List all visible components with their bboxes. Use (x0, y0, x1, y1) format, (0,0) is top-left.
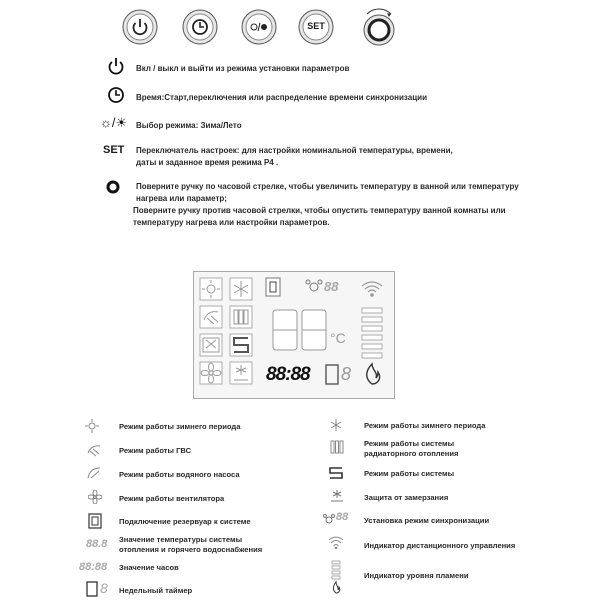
knob-icon (106, 180, 120, 199)
temperature-digits-icon: 88.8 (86, 538, 108, 550)
legend-clock-value: Значение часов (119, 563, 179, 572)
legend-radiator-mode-2: радиаторного отопления (364, 449, 459, 458)
power-button[interactable] (122, 9, 158, 45)
lcd-temperature-unit: °C (330, 330, 346, 346)
frost-icon (330, 489, 344, 508)
lcd-clock-digits: 88:88 (266, 364, 310, 385)
winter-summer-icon: ☼/☀ (100, 115, 128, 130)
legend-freeze-protection: Защита от замерзания (364, 493, 449, 502)
mode-description: Выбор режима: Зима/Лето (136, 121, 242, 130)
sun-icon (84, 418, 100, 439)
fan-icon (88, 490, 102, 509)
sync-digits: 88 (336, 511, 349, 523)
sync-icon (323, 512, 335, 530)
mode-button[interactable] (241, 9, 277, 45)
clock-digits-icon: 88:88 (79, 561, 108, 573)
knob-description-4: температуру нагрева или настройки параметров. (133, 218, 330, 227)
legend-pump-mode: Режим работы водяного насоса (119, 470, 240, 479)
lcd-small-digits: 88 (324, 279, 339, 294)
pump-icon (86, 466, 102, 485)
legend-radiator-mode-1: Режим работы системы (364, 439, 455, 448)
set-button-label: SET (307, 21, 325, 31)
knob-description-1: Поверните ручку по часовой стрелке, чтобы увеличить температуру в ванной или температуру (136, 182, 519, 191)
power-description: Вкл / выкл и выйти из режима установки параметров (136, 64, 350, 73)
legend-fan-mode: Режим работы вентилятора (119, 494, 225, 503)
snowflake-icon (329, 418, 343, 437)
legend-temperature-value-2: отопления и горячего водоснабжения (119, 545, 263, 554)
lcd-panel (193, 271, 395, 399)
set-symbol: SET (103, 144, 125, 156)
legend-winter-mode-2: Режим работы зимнего периода (364, 421, 486, 430)
set-button[interactable] (298, 9, 334, 45)
clock-button[interactable] (182, 9, 218, 45)
radiator-icon (330, 440, 344, 459)
legend-remote-indicator: Индикатор дистанционного управления (364, 541, 516, 550)
legend-dhw-mode: Режим работы ГВС (119, 446, 192, 455)
power-icon (107, 57, 125, 80)
time-description: Время:Старт,переключения или распределение времени синхронизации (136, 93, 427, 102)
flame-level-icon (331, 560, 341, 599)
legend-tank-connection: Подключение резервуар к системе (119, 517, 251, 526)
legend-temperature-value-1: Значение температуры системы (119, 535, 243, 544)
set-description-2: даты и заданное время режима P4 . (136, 158, 279, 167)
rotary-knob[interactable] (358, 6, 400, 48)
legend-winter-mode: Режим работы зимнего периода (119, 422, 241, 431)
legend-sync-mode: Установка режим синхронизации (364, 516, 490, 525)
legend-weekly-timer: Недельный таймер (119, 586, 193, 595)
set-description-1: Переключатель настроек: для настройки номинальной температуры, времени, (136, 146, 453, 155)
weekly-timer-icon (86, 581, 98, 602)
knob-description-2: нагрева или параметр; (136, 194, 227, 203)
shower-icon (86, 443, 102, 462)
legend-system-mode: Режим работы системы (364, 469, 455, 478)
tank-icon (88, 513, 102, 534)
weekly-timer-digit: 8 (100, 580, 108, 596)
legend-flame-indicator: Индикатор уровня пламени (364, 571, 469, 580)
knob-description-3: Поверните ручку против часовой стрелки, чтобы опустить температуру ванной комнаты или (133, 206, 506, 215)
clock-icon (107, 86, 125, 109)
lcd-day-digit: 8 (341, 364, 352, 384)
system-icon (329, 466, 343, 485)
wifi-icon (328, 535, 344, 554)
